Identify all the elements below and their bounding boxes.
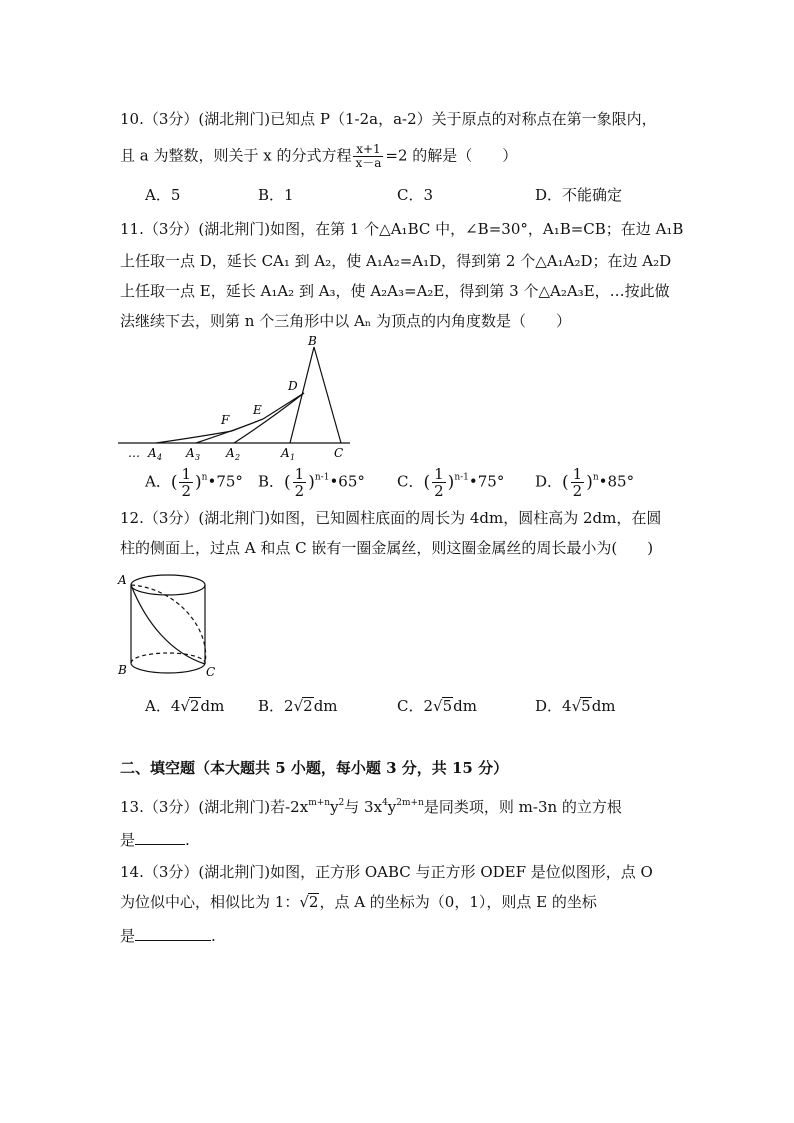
q12-option-b-coef: 2 — [284, 697, 294, 715]
q13-line1 — [120, 793, 622, 817]
q11-option-a: A．( $\frac{1}{2}$ )$^n$•75° — [145, 465, 243, 500]
q10-option-a: A．5 — [145, 186, 181, 204]
q11-option-d-den: 2 — [572, 482, 583, 500]
q10-fraction — [353, 143, 383, 170]
q11-option-d-letter: D． — [535, 472, 563, 491]
q11-option-d-num: 1 — [572, 465, 583, 483]
q13-mid3: y — [387, 798, 397, 816]
q11-option-d-val: •85° — [598, 472, 635, 491]
q11-option-c-den: 2 — [434, 482, 444, 500]
q14-answer-blank[interactable] — [135, 926, 211, 941]
q11-label-a1-sub: 1 — [290, 453, 296, 461]
q12-option-d-unit: dm — [591, 697, 616, 715]
q12-option-d-rad: 5 — [581, 697, 591, 715]
q14-line3 — [120, 926, 216, 946]
q10-option-c: C．3 — [397, 186, 434, 204]
q12-option-d: D．4√5dm — [535, 697, 616, 715]
q13-line2 — [120, 830, 190, 850]
q10-line2-pre: 且 a 为整数，则关于 x 的分式方程 — [120, 146, 352, 165]
q11-option-b-den: 2 — [294, 482, 305, 500]
q11-label-a3-sub: 3 — [195, 453, 201, 461]
q12-option-c-letter: C． — [397, 697, 424, 715]
q12-option-a: A．4√2dm — [145, 697, 225, 715]
q11-option-d: D．( $\frac{1}{2}$ )$^n$•85° — [535, 465, 635, 500]
q11-label-dots: … — [128, 446, 140, 460]
q13-mid2: 与 3x — [344, 798, 383, 816]
q12-bottom-back — [131, 653, 205, 663]
q11-side-bc — [314, 347, 341, 443]
q10-frac-num: x+1 — [353, 143, 383, 157]
q13-exp2: 2 — [338, 798, 345, 808]
q12-line2: 柱的侧面上，过点 A 和点 C 嵌有一圈金属丝，则这圈金属丝的周长最小为( ) — [120, 539, 654, 557]
q11-option-c: C．( $\frac{1}{2}$ )$^{n-1}$•75° — [397, 465, 505, 500]
q14-line2-pre: 为位似中心，相似比为 1： — [120, 893, 300, 911]
q11-option-a-frac — [179, 466, 193, 499]
q11-option-b-exp: n-1 — [314, 472, 330, 483]
q11-label-a4-sub: 4 — [157, 453, 163, 461]
q11-side-a4f — [156, 431, 232, 443]
q11-label-a2-sub: 2 — [235, 453, 241, 461]
q13-line2-pre: 是 — [120, 831, 136, 849]
q13-line2-post: . — [185, 831, 190, 849]
q11-line3: 上任取一点 E，延长 A₁A₂ 到 A₃，使 A₂A₃=A₂E，得到第 3 个△A₂A₃E，…按此做 — [120, 282, 670, 300]
q12-wire-front — [131, 585, 205, 664]
q12-option-a-coef: 4 — [170, 697, 181, 715]
q12-line1: 12.（3分）(湖北荆门)如图，已知圆柱底面的周长为 4dm，圆柱高为 2dm，在圆 — [120, 509, 662, 527]
q12-option-b-unit: dm — [313, 697, 338, 715]
q12-option-c-rad: 5 — [442, 697, 453, 715]
q14-line2-post: ，点 A 的坐标为（0，1），则点 E 的坐标 — [319, 893, 597, 911]
q11-seg-de — [263, 393, 304, 419]
q11-option-b-val: •65° — [329, 472, 365, 491]
q12-option-a-unit: dm — [200, 697, 225, 715]
q10-line2-post: =2 的解是（ ） — [385, 146, 518, 165]
q12-option-d-coef: 4 — [562, 697, 572, 715]
q11-option-b-letter: B． — [258, 472, 285, 491]
q11-option-a-letter: A． — [145, 472, 171, 491]
q11-label-f: F — [221, 413, 230, 427]
q12-label-b: B — [118, 663, 127, 677]
q12-cylinder-figure — [116, 568, 226, 680]
q13-exp1: m+n — [308, 798, 331, 808]
q12-top-ellipse — [131, 575, 205, 595]
q11-line2: 上任取一点 D，延长 CA₁ 到 A₂，使 A₁A₂=A₁D，得到第 2 个△A₁A₂D；在边 A₂D — [120, 252, 672, 270]
q12-option-c: C．2√5dm — [397, 697, 477, 715]
q11-line4: 法继续下去，则第 n 个三角形中以 Aₙ 为顶点的内角度数是（ ） — [120, 312, 572, 330]
q11-option-c-letter: C． — [397, 472, 424, 491]
q12-option-c-unit: dm — [453, 697, 477, 715]
q10-option-d: D．不能确定 — [535, 186, 623, 204]
q12-option-d-letter: D． — [535, 697, 563, 715]
q13-pre: 13.（3分）(湖北荆门)若-2x — [120, 798, 309, 816]
q13-exp3: 4 — [382, 798, 388, 808]
q10-option-b: B．1 — [258, 186, 294, 204]
q14-line3-post: . — [211, 927, 216, 945]
q11-option-a-exp: n — [201, 472, 208, 483]
q12-wire-back — [131, 585, 206, 664]
q12-option-c-coef: 2 — [423, 697, 434, 715]
q11-side-a2d — [234, 393, 304, 443]
q14-sqrt-value: 2 — [308, 893, 319, 911]
q11-option-c-exp: n-1 — [454, 472, 469, 483]
q11-label-e: E — [253, 403, 262, 417]
q11-label-b: B — [308, 334, 317, 348]
q11-option-a-val: •75° — [207, 472, 243, 491]
q11-option-b-frac — [293, 466, 307, 499]
q13-post: 是同类项，则 m-3n 的立方根 — [423, 798, 622, 816]
q13-mid1: y — [330, 798, 339, 816]
q14-line2: 为位似中心，相似比为 1：√2，点 A 的坐标为（0，1），则点 E 的坐标 — [120, 893, 597, 911]
q11-label-d: D — [288, 379, 298, 393]
q12-option-b-rad: 2 — [303, 697, 313, 715]
q11-option-a-den: 2 — [181, 482, 192, 500]
q10-frac-den: x－a — [355, 156, 382, 170]
q11-option-b: B．( $\frac{1}{2}$ )$^{n-1}$•65° — [258, 465, 365, 500]
q11-label-a4: A — [148, 446, 157, 460]
q12-label-c: C — [206, 665, 216, 679]
q11-option-a-num: 1 — [181, 465, 192, 483]
q11-option-d-exp: n — [592, 472, 599, 483]
q11-label-a2: A — [226, 446, 235, 460]
q14-line3-pre: 是 — [120, 927, 136, 945]
q12-option-a-letter: A． — [145, 697, 171, 715]
section2-title: 二、填空题（本大题共 5 小题，每小题 3 分，共 15 分） — [120, 759, 509, 777]
q11-line1: 11.（3分）(湖北荆门)如图，在第 1 个△A₁BC 中，∠B=30°，A₁B=CB；在边 A₁B — [120, 220, 684, 238]
q14-line1: 14.（3分）(湖北荆门)如图，正方形 OABC 与正方形 ODEF 是位似图形，点 O — [120, 863, 653, 881]
q10-line2 — [120, 143, 517, 170]
q11-seg-ef — [232, 419, 263, 431]
q12-option-a-rad: 2 — [189, 697, 200, 715]
q12-bottom-front — [131, 663, 205, 673]
q11-figure — [118, 333, 358, 461]
q11-label-a1: A — [281, 446, 290, 460]
q12-label-a: A — [118, 573, 127, 587]
q11-label-a3: A — [186, 446, 195, 460]
q11-option-b-num: 1 — [294, 465, 305, 483]
q12-option-b: B．2√2dm — [258, 697, 338, 715]
q11-option-c-num: 1 — [434, 465, 444, 483]
q10-line1: 10.（3分）(湖北荆门)已知点 P（1-2a，a-2）关于原点的对称点在第一象限内， — [120, 110, 657, 128]
q11-option-c-val: •75° — [468, 472, 505, 491]
q11-option-d-frac — [571, 466, 585, 499]
q13-answer-blank[interactable] — [135, 830, 185, 845]
q11-label-c: C — [334, 446, 344, 460]
q12-option-b-letter: B． — [258, 697, 285, 715]
q13-exp4: 2m+n — [396, 798, 424, 808]
q11-option-c-frac — [432, 466, 446, 499]
